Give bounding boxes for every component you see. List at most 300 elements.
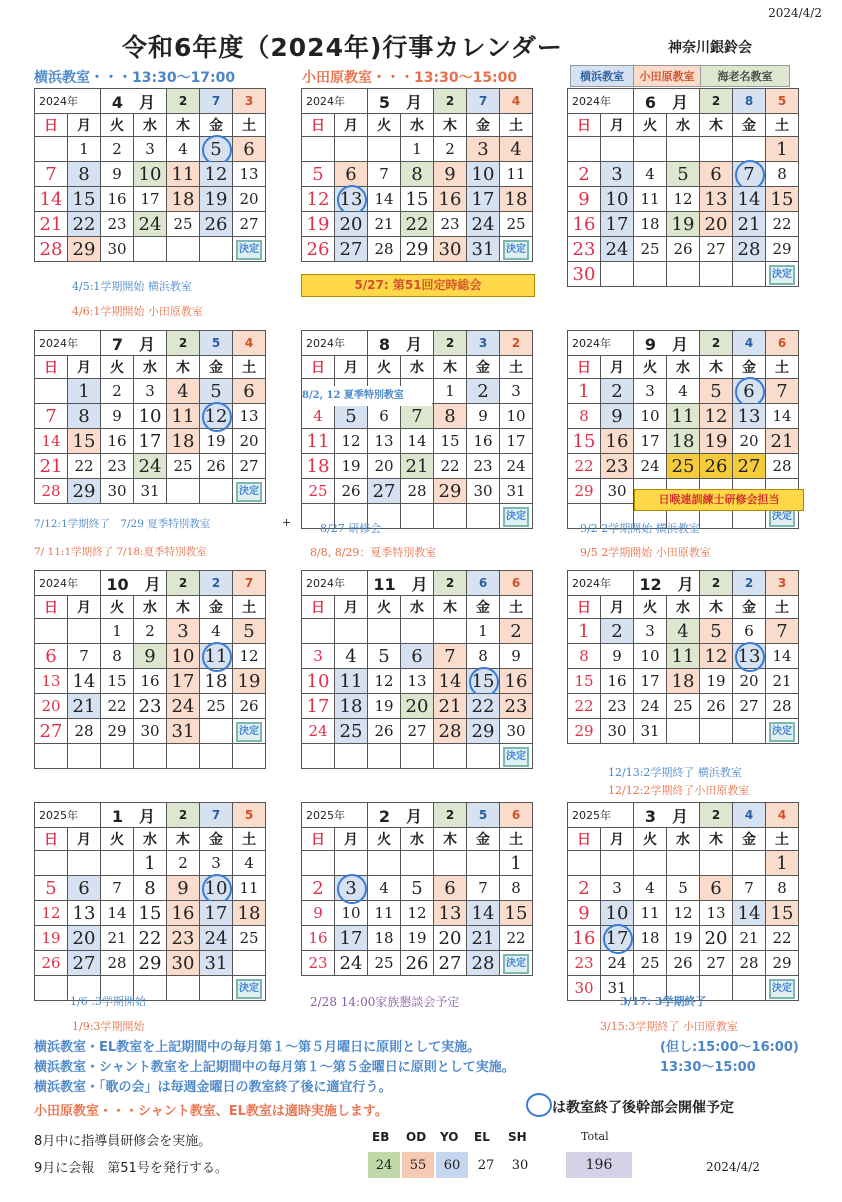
empty-cell [733, 137, 766, 162]
day-cell: 15 [766, 901, 799, 926]
rule-odawara: 小田原教室・・・シャント教室、EL教室は適時実施します。 [34, 1104, 388, 1119]
weekday-header: 火 [368, 828, 401, 851]
note-mar-2: 3/15:3学期終了 小田原教室 [600, 1020, 738, 1033]
day-cell: 20 [68, 926, 101, 951]
day-cell: 5 [368, 644, 401, 669]
day-cell: 22 [467, 694, 500, 719]
weekday-header: 月 [68, 356, 101, 379]
day-cell: 14 [733, 901, 766, 926]
day-cell: 15 [568, 669, 601, 694]
day-cell: 17 [601, 926, 634, 951]
weekday-header: 木 [167, 596, 200, 619]
day-cell: 30 [434, 237, 467, 262]
day-cell: 2 [500, 619, 533, 644]
day-cell: 21 [434, 694, 467, 719]
note-apr-1: 4/5:1学期開始 横浜教室 [72, 280, 192, 293]
empty-cell [601, 137, 634, 162]
day-cell: 22 [500, 926, 533, 951]
day-cell: 27 [401, 719, 434, 744]
day-cell: 16 [167, 901, 200, 926]
day-cell: 6 [700, 876, 733, 901]
day-cell: 1 [568, 379, 601, 404]
day-cell: 24 [134, 454, 167, 479]
day-cell: 29 [434, 479, 467, 504]
weekday-header: 土 [500, 114, 533, 137]
empty-cell [68, 619, 101, 644]
day-cell: 26 [302, 237, 335, 262]
day-cell: 13 [733, 644, 766, 669]
weekday-header: 日 [568, 596, 601, 619]
decided-badge: 決定 [503, 747, 529, 767]
weekday-header: 月 [601, 828, 634, 851]
day-cell: 21 [35, 454, 68, 479]
empty-cell [733, 719, 766, 744]
empty-cell [233, 744, 266, 769]
decided-badge: 決定 [236, 722, 262, 742]
day-cell: 25 [335, 719, 368, 744]
day-cell: 8 [401, 162, 434, 187]
day-cell: 2 [134, 619, 167, 644]
session-count: 2 [167, 89, 200, 114]
weekday-header: 金 [200, 356, 233, 379]
day-cell: 30 [601, 719, 634, 744]
day-cell: 31 [634, 719, 667, 744]
day-cell: 3 [134, 379, 167, 404]
day-cell: 26 [200, 212, 233, 237]
day-cell: 11 [634, 901, 667, 926]
day-cell: 7 [401, 404, 434, 429]
day-cell: 10 [167, 644, 200, 669]
day-cell: 15 [101, 669, 134, 694]
day-cell: 14 [35, 429, 68, 454]
badge-cell [500, 744, 533, 769]
day-cell: 31 [167, 719, 200, 744]
day-cell: 24 [200, 926, 233, 951]
day-cell: 8 [434, 404, 467, 429]
day-cell: 26 [335, 479, 368, 504]
day-cell: 27 [733, 454, 766, 479]
empty-cell [434, 619, 467, 644]
day-cell: 30 [467, 479, 500, 504]
day-cell: 23 [568, 237, 601, 262]
note-dec-1: 12/13:2学期終了 横浜教室 [608, 766, 742, 779]
day-cell: 7 [766, 619, 799, 644]
rule-yokohama-el-time: (但し:15:00～16:00) [660, 1040, 799, 1055]
day-cell: 6 [68, 876, 101, 901]
calendar-month: 6 月 [634, 89, 700, 114]
day-cell: 29 [766, 951, 799, 976]
total-category-label: EB [372, 1130, 390, 1144]
empty-cell [35, 851, 68, 876]
decided-badge: 決定 [503, 507, 529, 527]
calendar-year: 2024年 [568, 331, 634, 356]
day-cell: 26 [667, 951, 700, 976]
session-count: 5 [467, 803, 500, 828]
empty-cell [200, 237, 233, 262]
day-cell: 13 [233, 162, 266, 187]
day-cell: 13 [35, 669, 68, 694]
weekday-header: 月 [601, 114, 634, 137]
day-cell: 3 [335, 876, 368, 901]
calendar-month: 9 月 [634, 331, 700, 356]
empty-cell [401, 504, 434, 529]
day-cell: 18 [200, 669, 233, 694]
empty-cell [667, 851, 700, 876]
day-cell: 26 [233, 694, 266, 719]
weekday-header: 金 [733, 828, 766, 851]
day-cell: 1 [401, 137, 434, 162]
calendar-year: 2025年 [568, 803, 634, 828]
day-cell: 19 [335, 454, 368, 479]
calendar-month: 7 月 [101, 331, 167, 356]
day-cell: 18 [167, 429, 200, 454]
day-cell: 9 [500, 644, 533, 669]
day-cell: 9 [601, 404, 634, 429]
day-cell: 16 [601, 429, 634, 454]
day-cell: 31 [200, 951, 233, 976]
day-cell: 6 [733, 379, 766, 404]
day-cell: 11 [167, 404, 200, 429]
note-jan-1: 1/6 :3学期開始 [70, 995, 146, 1008]
day-cell: 16 [601, 669, 634, 694]
day-cell: 1 [500, 851, 533, 876]
day-cell: 12 [700, 644, 733, 669]
badge-cell [233, 237, 266, 262]
session-count: 2 [733, 571, 766, 596]
day-cell: 3 [467, 137, 500, 162]
day-cell: 7 [368, 162, 401, 187]
session-count: 7 [200, 803, 233, 828]
day-cell: 21 [766, 429, 799, 454]
day-cell: 25 [500, 212, 533, 237]
weekday-header: 月 [335, 356, 368, 379]
day-cell: 20 [233, 187, 266, 212]
day-cell: 21 [35, 212, 68, 237]
day-cell: 1 [434, 379, 467, 404]
total-category-label: SH [508, 1130, 527, 1144]
weekday-header: 土 [233, 356, 266, 379]
day-cell: 8 [568, 404, 601, 429]
day-cell: 16 [568, 926, 601, 951]
weekday-header: 木 [434, 596, 467, 619]
day-cell: 31 [601, 976, 634, 1001]
day-cell: 29 [68, 237, 101, 262]
day-cell: 5 [700, 379, 733, 404]
calendar-month: 12 月 [634, 571, 700, 596]
day-cell: 25 [368, 951, 401, 976]
weekday-header: 日 [35, 596, 68, 619]
day-cell: 18 [500, 187, 533, 212]
session-count: 4 [733, 331, 766, 356]
weekday-header: 日 [302, 828, 335, 851]
month-calendar [301, 570, 533, 769]
day-cell: 22 [766, 926, 799, 951]
day-cell: 20 [401, 694, 434, 719]
day-cell: 19 [700, 429, 733, 454]
weekday-header: 月 [335, 828, 368, 851]
day-cell: 25 [167, 212, 200, 237]
calendar-year: 2024年 [35, 571, 101, 596]
badge-cell [233, 479, 266, 504]
day-cell: 9 [134, 644, 167, 669]
day-cell: 23 [601, 454, 634, 479]
day-cell: 9 [467, 404, 500, 429]
day-cell: 15 [568, 429, 601, 454]
day-cell: 6 [233, 379, 266, 404]
day-cell: 2 [601, 379, 634, 404]
day-cell: 23 [101, 212, 134, 237]
weekday-header: 火 [101, 356, 134, 379]
day-cell: 12 [700, 404, 733, 429]
weekday-header: 土 [766, 596, 799, 619]
day-cell: 22 [434, 454, 467, 479]
day-cell: 12 [667, 187, 700, 212]
day-cell: 23 [302, 951, 335, 976]
day-cell: 2 [601, 619, 634, 644]
day-cell: 28 [35, 237, 68, 262]
day-cell: 4 [167, 379, 200, 404]
empty-cell [401, 619, 434, 644]
day-cell: 9 [101, 162, 134, 187]
day-cell: 23 [101, 454, 134, 479]
decided-badge: 決定 [236, 979, 262, 999]
day-cell: 28 [766, 694, 799, 719]
total-category-value: 60 [436, 1152, 468, 1178]
day-cell: 16 [101, 187, 134, 212]
calendar-year: 2024年 [302, 331, 368, 356]
day-cell: 24 [634, 694, 667, 719]
day-cell: 2 [568, 162, 601, 187]
day-cell: 14 [368, 187, 401, 212]
empty-cell [335, 851, 368, 876]
weekday-header: 火 [101, 114, 134, 137]
weekday-header: 水 [667, 114, 700, 137]
day-cell: 9 [568, 901, 601, 926]
event-banner-may: 5/27: 第51回定時総会 [301, 274, 535, 297]
calendar-month: 11 月 [368, 571, 434, 596]
day-cell: 7 [101, 876, 134, 901]
weekday-header: 月 [68, 596, 101, 619]
day-cell: 10 [335, 901, 368, 926]
day-cell: 7 [733, 876, 766, 901]
session-count: 2 [167, 803, 200, 828]
empty-cell [68, 851, 101, 876]
day-cell: 8 [766, 876, 799, 901]
day-cell: 20 [733, 429, 766, 454]
badge-cell [233, 976, 266, 1001]
session-count: 2 [700, 571, 733, 596]
day-cell: 11 [200, 644, 233, 669]
weekday-header: 土 [766, 828, 799, 851]
day-cell: 28 [766, 454, 799, 479]
empty-cell [35, 619, 68, 644]
legend-tag-yokohama: 横浜教室 [570, 65, 634, 87]
day-cell: 17 [467, 187, 500, 212]
day-cell: 8 [568, 644, 601, 669]
day-cell: 26 [700, 694, 733, 719]
day-cell: 4 [634, 162, 667, 187]
weekday-header: 日 [568, 828, 601, 851]
day-cell: 8 [500, 876, 533, 901]
day-cell: 3 [500, 379, 533, 404]
event-banner-sep: 日喉連訓練士研修会担当 [634, 489, 804, 511]
day-cell: 10 [467, 162, 500, 187]
day-cell: 24 [302, 719, 335, 744]
day-cell: 11 [335, 669, 368, 694]
session-count: 3 [766, 571, 799, 596]
day-cell: 7 [35, 404, 68, 429]
weekday-header: 水 [134, 828, 167, 851]
day-cell: 2 [434, 137, 467, 162]
weekday-header: 金 [200, 596, 233, 619]
day-cell: 21 [368, 212, 401, 237]
weekday-header: 水 [667, 596, 700, 619]
note-aug-1: 8/27 研修会 [320, 522, 382, 535]
weekday-header: 日 [568, 356, 601, 379]
empty-cell [401, 744, 434, 769]
empty-cell [467, 851, 500, 876]
session-count: 2 [500, 331, 533, 356]
day-cell: 28 [35, 479, 68, 504]
day-cell: 10 [500, 404, 533, 429]
empty-cell [368, 619, 401, 644]
empty-cell [335, 137, 368, 162]
day-cell: 25 [233, 926, 266, 951]
month-calendar [567, 88, 799, 287]
day-cell: 22 [68, 212, 101, 237]
day-cell: 7 [766, 379, 799, 404]
day-cell: 25 [200, 694, 233, 719]
month-calendar [567, 570, 799, 744]
empty-cell [467, 744, 500, 769]
day-cell: 22 [568, 454, 601, 479]
day-cell: 30 [167, 951, 200, 976]
day-cell: 3 [634, 619, 667, 644]
legend-tag-ebina: 海老名教室 [700, 65, 790, 87]
calendar-year: 2024年 [35, 89, 101, 114]
weekday-header: 水 [401, 596, 434, 619]
day-cell: 10 [302, 669, 335, 694]
weekday-header: 金 [733, 114, 766, 137]
day-cell: 24 [467, 212, 500, 237]
day-cell: 14 [467, 901, 500, 926]
day-cell: 9 [568, 187, 601, 212]
day-cell: 6 [368, 404, 401, 429]
weekday-header: 火 [634, 356, 667, 379]
day-cell: 29 [101, 719, 134, 744]
session-count: 2 [434, 803, 467, 828]
day-cell: 29 [568, 479, 601, 504]
yokohama-class-hours: 横浜教室・・・13:30～17:00 [34, 70, 236, 86]
calendar-year: 2025年 [35, 803, 101, 828]
day-cell: 28 [733, 951, 766, 976]
empty-cell [601, 262, 634, 287]
total-value: 196 [566, 1152, 632, 1178]
weekday-header: 火 [634, 596, 667, 619]
day-cell: 23 [167, 926, 200, 951]
day-cell: 22 [568, 694, 601, 719]
rule-instructor-training: 8月中に指導員研修会を実施。 [34, 1134, 212, 1149]
session-count: 2 [700, 89, 733, 114]
day-cell: 23 [434, 212, 467, 237]
day-cell: 31 [467, 237, 500, 262]
day-cell: 17 [601, 212, 634, 237]
day-cell: 5 [35, 876, 68, 901]
day-cell: 25 [667, 454, 700, 479]
empty-cell [302, 851, 335, 876]
day-cell: 30 [568, 976, 601, 1001]
session-count: 4 [733, 803, 766, 828]
circle-legend-icon [526, 1093, 552, 1117]
day-cell: 12 [35, 901, 68, 926]
day-cell: 13 [233, 404, 266, 429]
calendar-year: 2024年 [302, 89, 368, 114]
day-cell: 7 [467, 876, 500, 901]
weekday-header: 金 [200, 828, 233, 851]
note-jul-1: 7/12:1学期終了 7/29 夏季特別教室 [34, 518, 211, 530]
day-cell: 18 [667, 669, 700, 694]
day-cell: 25 [634, 951, 667, 976]
day-cell: 3 [167, 619, 200, 644]
weekday-header: 水 [134, 356, 167, 379]
day-cell: 5 [200, 379, 233, 404]
total-category-label: YO [440, 1130, 459, 1144]
weekday-header: 土 [233, 828, 266, 851]
decided-badge: 決定 [769, 507, 795, 527]
day-cell: 26 [700, 454, 733, 479]
day-cell: 2 [167, 851, 200, 876]
day-cell: 21 [101, 926, 134, 951]
empty-cell [200, 719, 233, 744]
day-cell: 15 [68, 429, 101, 454]
day-cell: 12 [200, 404, 233, 429]
month-calendar [34, 570, 266, 769]
weekday-header: 木 [434, 828, 467, 851]
session-count: 7 [233, 571, 266, 596]
day-cell: 22 [766, 212, 799, 237]
empty-cell [35, 379, 68, 404]
calendar-month: 3 月 [634, 803, 700, 828]
empty-cell [233, 951, 266, 976]
day-cell: 30 [101, 237, 134, 262]
empty-cell [667, 719, 700, 744]
day-cell: 11 [667, 644, 700, 669]
session-count: 6 [500, 803, 533, 828]
calendar-year: 2024年 [35, 331, 101, 356]
calendar-month: 2 月 [368, 803, 434, 828]
day-cell: 31 [134, 479, 167, 504]
empty-cell [335, 619, 368, 644]
day-cell: 11 [167, 162, 200, 187]
note-feb-1: 2/28 14:00家族懇談会予定 [310, 995, 460, 1009]
empty-cell [568, 137, 601, 162]
day-cell: 15 [766, 187, 799, 212]
day-cell: 14 [766, 404, 799, 429]
weekday-header: 日 [35, 828, 68, 851]
day-cell: 26 [368, 719, 401, 744]
calendar-year: 2024年 [568, 571, 634, 596]
day-cell: 13 [335, 187, 368, 212]
empty-cell [101, 851, 134, 876]
day-cell: 15 [500, 901, 533, 926]
day-cell: 20 [335, 212, 368, 237]
day-cell: 24 [601, 951, 634, 976]
weekday-header: 木 [700, 114, 733, 137]
organization-name: 神奈川銀鈴会 [668, 40, 752, 56]
decided-badge: 決定 [503, 240, 529, 260]
day-cell: 5 [667, 876, 700, 901]
day-cell: 27 [233, 212, 266, 237]
